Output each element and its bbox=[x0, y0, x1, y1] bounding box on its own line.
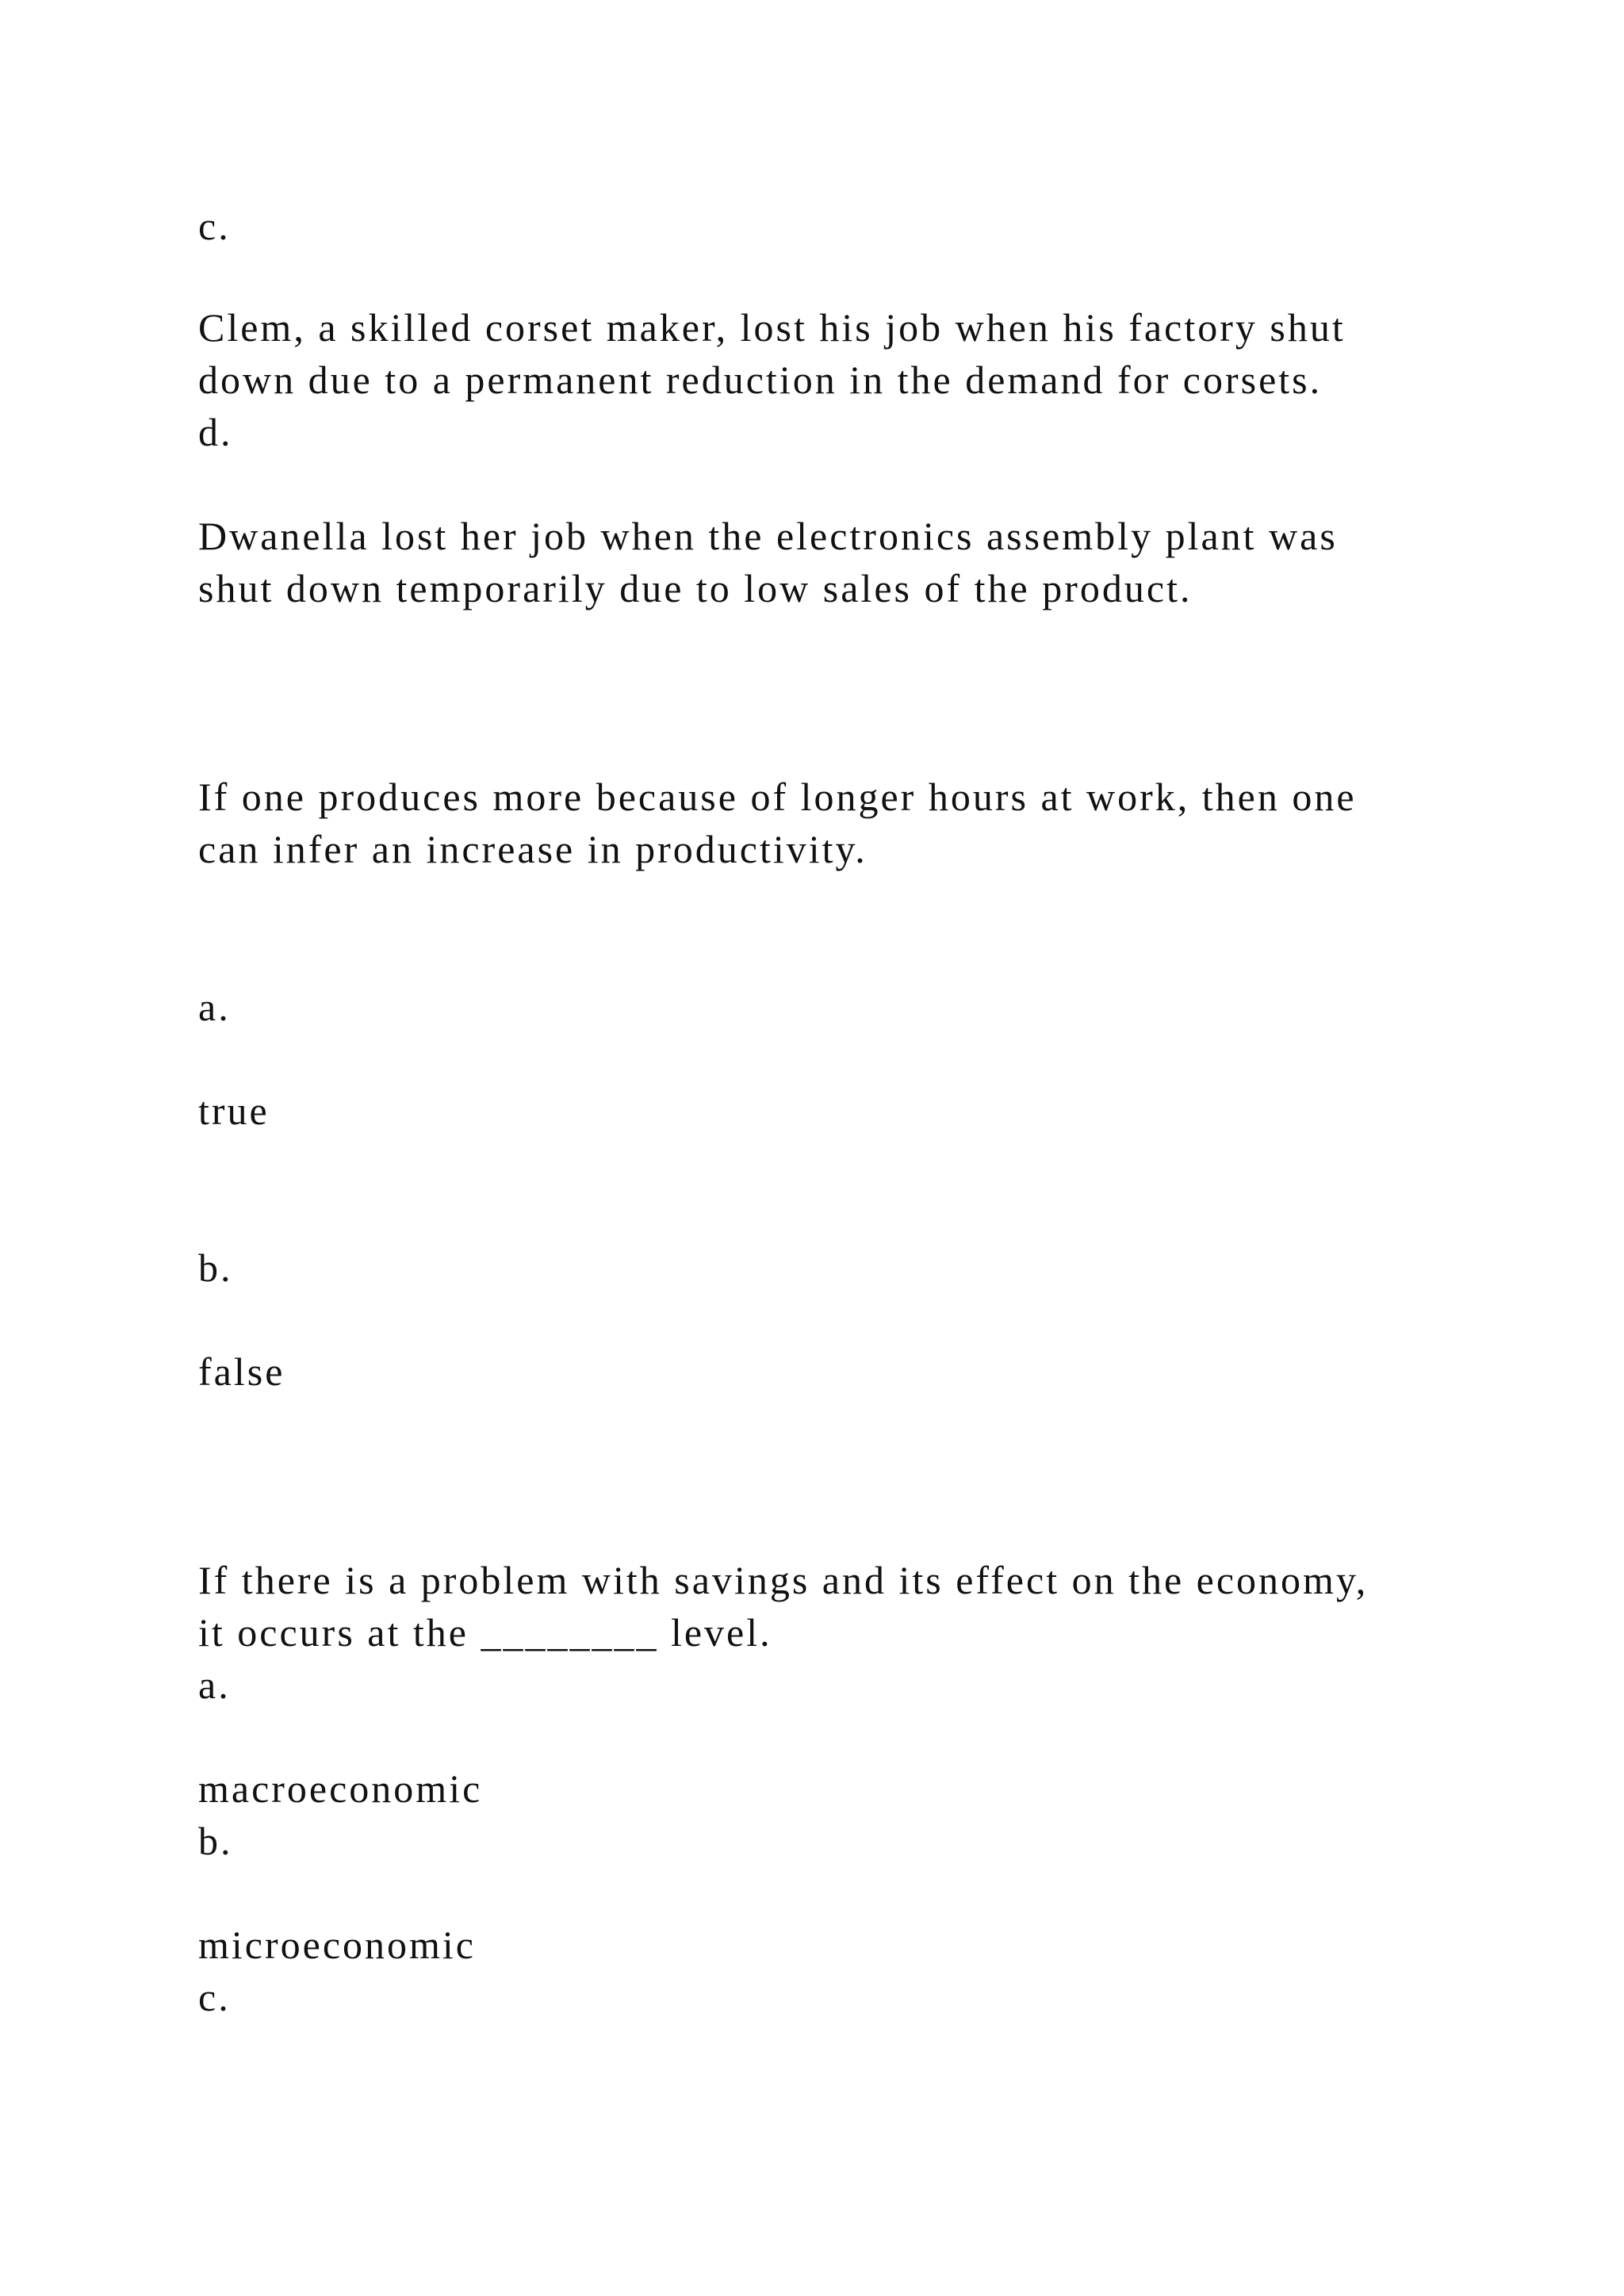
q2-option-a-label: a. bbox=[198, 985, 231, 1029]
q3-question-line1: If there is a problem with savings and its effect on the economy, bbox=[198, 1558, 1369, 1602]
q3-option-b-label: b. bbox=[198, 1819, 233, 1863]
q3-question-line2: it occurs at the ________ level. bbox=[198, 1610, 772, 1655]
q1-option-c-text-line1: Clem, a skilled corset maker, lost his job when his factory shut bbox=[198, 305, 1346, 350]
q1-option-c-text-line2: down due to a permanent reduction in the demand for corsets. bbox=[198, 358, 1323, 402]
q2-option-a-text: true bbox=[198, 1089, 270, 1133]
q3-option-a-text: macroeconomic bbox=[198, 1766, 483, 1811]
q3-option-c-label: c. bbox=[198, 1975, 231, 2019]
q1-option-c-label: c. bbox=[198, 204, 231, 248]
q2-question-line2: can infer an increase in productivity. bbox=[198, 827, 868, 871]
q3-option-b-text: microeconomic bbox=[198, 1923, 476, 1967]
q1-option-d-text-line1: Dwanella lost her job when the electronics assembly plant was bbox=[198, 514, 1338, 558]
q3-option-a-label: a. bbox=[198, 1663, 231, 1707]
q2-option-b-label: b. bbox=[198, 1246, 233, 1290]
q2-option-b-text: false bbox=[198, 1349, 285, 1394]
q1-option-d-text-line2: shut down temporarily due to low sales of the product. bbox=[198, 566, 1193, 610]
q1-option-d-label: d. bbox=[198, 410, 233, 454]
q2-question-line1: If one produces more because of longer hours at work, then one bbox=[198, 775, 1357, 819]
